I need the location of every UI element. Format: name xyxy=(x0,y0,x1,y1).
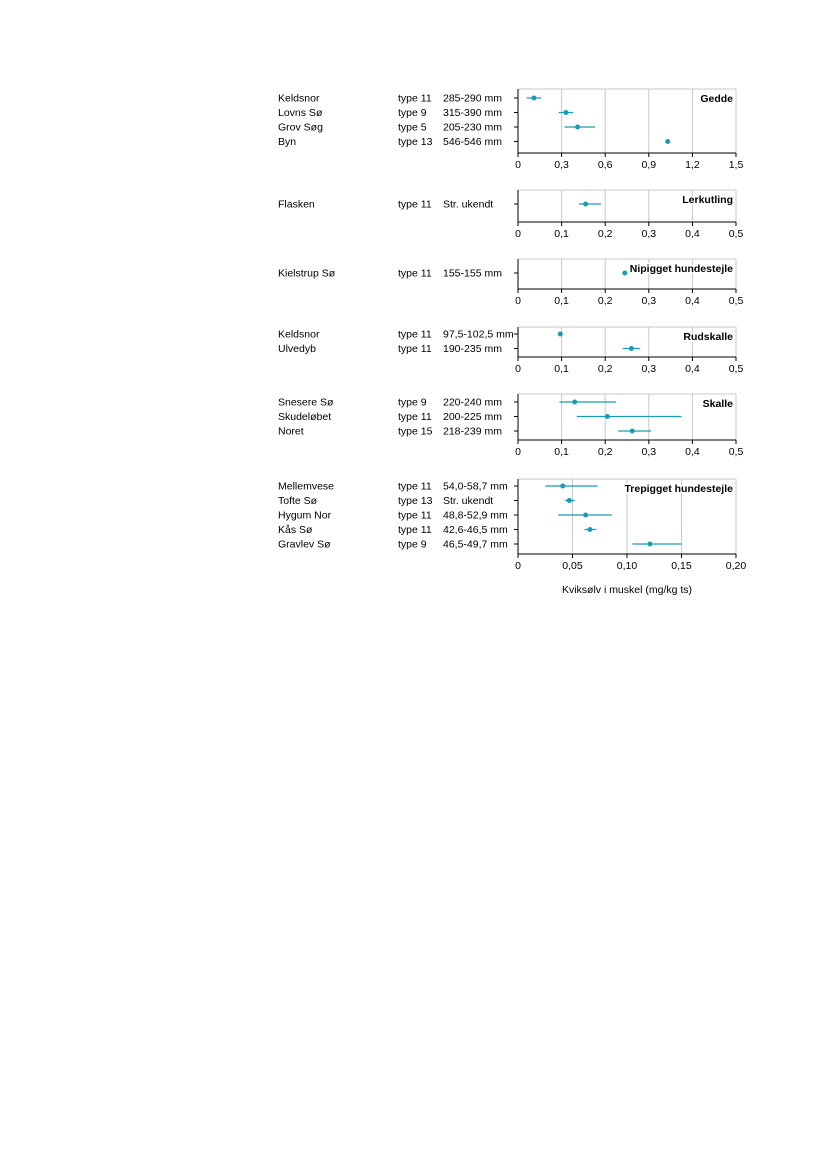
row-size-label: 97,5-102,5 mm xyxy=(443,328,514,341)
x-tick-label: 0,1 xyxy=(554,446,569,458)
row-size-label: 220-240 mm xyxy=(443,396,502,409)
x-tick-label: 0 xyxy=(515,295,521,307)
data-point xyxy=(605,414,610,419)
data-point xyxy=(558,332,563,337)
row-type-label: type 11 xyxy=(398,524,432,536)
data-point xyxy=(567,498,572,503)
row-type-label: type 15 xyxy=(398,425,433,438)
row-size-label: 48,8-52,9 mm xyxy=(443,509,508,522)
x-tick-label: 0 xyxy=(515,159,521,171)
x-tick-label: 1,2 xyxy=(685,159,700,171)
panel-title: Rudskalle xyxy=(683,331,733,343)
row-site-label: Grov Søg xyxy=(278,121,323,134)
row-size-label: 205-230 mm xyxy=(443,121,502,134)
x-tick-label: 0,20 xyxy=(725,560,747,572)
x-tick-label: 0,3 xyxy=(641,363,657,375)
panel-2 xyxy=(278,259,743,307)
data-point xyxy=(629,346,634,351)
row-type-label: type 11 xyxy=(398,267,432,280)
x-tick-label: 1,5 xyxy=(728,159,744,171)
x-tick-label: 0,9 xyxy=(641,159,657,171)
panel-title: Nipigget hundestejle xyxy=(629,263,733,275)
x-tick-label: 0,2 xyxy=(597,363,613,375)
x-tick-label: 0,2 xyxy=(597,228,613,240)
x-tick-label: 0,3 xyxy=(554,159,569,171)
row-type-label: type 11 xyxy=(398,343,432,355)
x-tick-label: 0,1 xyxy=(554,295,569,307)
data-point xyxy=(583,513,588,518)
row-site-label: Byn xyxy=(278,136,297,148)
row-site-label: Kås Sø xyxy=(278,524,313,536)
row-type-label: type 9 xyxy=(398,538,427,551)
x-tick-label: 0,2 xyxy=(597,446,613,458)
x-tick-label: 0,1 xyxy=(554,363,569,375)
x-tick-label: 0,5 xyxy=(728,363,744,375)
panel-3 xyxy=(278,327,743,375)
row-type-label: type 11 xyxy=(398,198,432,211)
row-size-label: Str. ukendt xyxy=(443,198,494,211)
data-point xyxy=(572,400,577,405)
row-size-label: 285-290 mm xyxy=(443,92,502,105)
row-site-label: Noret xyxy=(278,425,304,438)
panel-5 xyxy=(278,479,746,596)
x-tick-label: 0,3 xyxy=(641,446,657,458)
panel-1 xyxy=(278,190,743,240)
data-point xyxy=(647,542,652,547)
data-point xyxy=(531,96,536,101)
row-type-label: type 11 xyxy=(398,92,432,105)
row-site-label: Mellemvese xyxy=(278,480,335,493)
row-type-label: type 9 xyxy=(398,396,427,409)
x-axis-label: Kviksølv i muskel (mg/kg ts) xyxy=(561,584,693,596)
row-size-label: 54,0-58,7 mm xyxy=(443,480,508,493)
data-point xyxy=(575,125,580,130)
row-site-label: Skudeløbet xyxy=(278,411,332,423)
panel-title: Skalle xyxy=(702,398,733,410)
panel-0 xyxy=(278,89,743,171)
row-site-label: Ulvedyb xyxy=(278,343,316,355)
row-type-label: type 9 xyxy=(398,107,427,119)
row-site-label: Hygum Nor xyxy=(278,509,332,522)
data-point xyxy=(622,271,627,276)
row-site-label: Lovns Sø xyxy=(278,107,323,119)
panel-title: Lerkutling xyxy=(682,194,733,206)
data-point xyxy=(560,484,565,489)
data-point xyxy=(587,527,592,532)
row-type-label: type 11 xyxy=(398,411,432,423)
x-tick-label: 0,2 xyxy=(597,295,613,307)
data-point xyxy=(630,429,635,434)
x-tick-label: 0 xyxy=(515,446,521,458)
row-site-label: Tofte Sø xyxy=(278,495,318,507)
x-tick-label: 0,4 xyxy=(685,363,700,375)
row-site-label: Gravlev Sø xyxy=(278,538,331,551)
row-size-label: 546-546 mm xyxy=(443,136,502,148)
row-size-label: 155-155 mm xyxy=(443,267,502,280)
x-tick-label: 0 xyxy=(515,560,521,572)
data-point xyxy=(665,139,670,144)
x-tick-label: 0,05 xyxy=(562,560,583,572)
row-size-label: 42,6-46,5 mm xyxy=(443,524,508,536)
row-site-label: Flasken xyxy=(278,198,315,211)
x-tick-label: 0 xyxy=(515,228,521,240)
row-site-label: Snesere Sø xyxy=(278,396,334,409)
x-tick-label: 0,5 xyxy=(728,446,744,458)
row-type-label: type 11 xyxy=(398,480,432,493)
x-tick-label: 0,15 xyxy=(671,560,692,572)
row-site-label: Kielstrup Sø xyxy=(278,267,336,280)
row-site-label: Keldsnor xyxy=(278,328,320,341)
x-tick-label: 0,4 xyxy=(685,228,700,240)
x-tick-label: 0,6 xyxy=(597,159,613,171)
row-site-label: Keldsnor xyxy=(278,92,320,105)
row-size-label: 46,5-49,7 mm xyxy=(443,538,508,551)
x-tick-label: 0,5 xyxy=(728,228,744,240)
row-size-label: 190-235 mm xyxy=(443,343,502,355)
x-tick-label: 0,3 xyxy=(641,295,657,307)
row-type-label: type 11 xyxy=(398,509,432,522)
x-tick-label: 0,1 xyxy=(554,228,569,240)
x-tick-label: 0,3 xyxy=(641,228,657,240)
x-tick-label: 0,4 xyxy=(685,446,700,458)
x-tick-label: 0,5 xyxy=(728,295,744,307)
x-tick-label: 0,4 xyxy=(685,295,700,307)
row-size-label: 218-239 mm xyxy=(443,425,502,438)
x-tick-label: 0 xyxy=(515,363,521,375)
row-type-label: type 13 xyxy=(398,495,433,507)
row-type-label: type 11 xyxy=(398,328,432,341)
row-size-label: Str. ukendt xyxy=(443,495,494,507)
data-point xyxy=(563,110,568,115)
panel-title: Trepigget hundestejle xyxy=(624,483,733,495)
panel-4 xyxy=(278,394,743,458)
row-size-label: 200-225 mm xyxy=(443,411,502,423)
row-type-label: type 5 xyxy=(398,121,427,134)
x-tick-label: 0,10 xyxy=(616,560,638,572)
row-size-label: 315-390 mm xyxy=(443,107,502,119)
data-point xyxy=(583,202,588,207)
row-type-label: type 13 xyxy=(398,136,433,148)
panel-title: Gedde xyxy=(700,93,733,105)
